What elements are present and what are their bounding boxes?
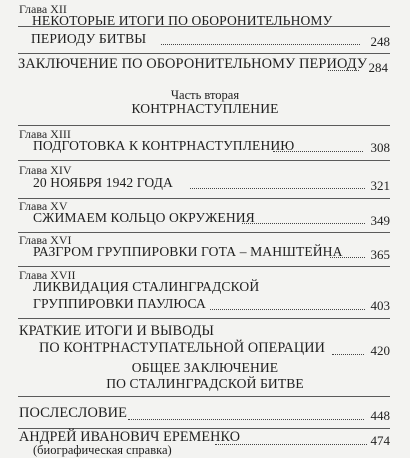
section-title: КРАТКИЕ ИТОГИ И ВЫВОДЫ (19, 323, 214, 339)
chapter-title: НЕКОТОРЫЕ ИТОГИ ПО ОБОРОНИТЕЛЬНОМУ (32, 13, 333, 28)
chapter-title: СЖИМАЕМ КОЛЬЦО ОКРУЖЕНИЯ (33, 210, 255, 225)
divider (18, 266, 390, 267)
dot-leader (332, 354, 364, 355)
chapter-title: ЛИКВИДАЦИЯ СТАЛИНГРАДСКОЙ (33, 279, 260, 294)
dot-leader (328, 70, 359, 71)
divider (18, 160, 390, 161)
divider (18, 232, 390, 233)
part-title: КОНТРНАСТУПЛЕНИЕ (131, 101, 279, 116)
chapter-title: ПЕРИОДУ БИТВЫ (31, 31, 147, 46)
chapter-title: ПОДГОТОВКА К КОНТРНАСТУПЛЕНИЮ (33, 138, 295, 153)
section-title: ПОСЛЕСЛОВИЕ (19, 405, 128, 421)
section-heading: ОБЩЕЕ ЗАКЛЮЧЕНИЕ (131, 360, 279, 375)
page-number: 365 (370, 247, 390, 262)
section-title: ЗАКЛЮЧЕНИЕ ПО ОБОРОНИТЕЛЬНОМУ ПЕРИОДУ (18, 56, 368, 72)
section-subtitle: (биографическая справка) (33, 443, 172, 457)
page-number: 349 (370, 213, 390, 228)
divider (18, 318, 390, 319)
dot-leader (330, 257, 365, 258)
divider (18, 125, 390, 126)
dot-leader (242, 223, 365, 224)
divider (18, 198, 390, 199)
page-number: 284 (368, 60, 388, 75)
page-number: 474 (370, 433, 390, 448)
chapter-label: Глава XII (19, 2, 67, 16)
dot-leader (161, 44, 360, 45)
page-number: 248 (370, 34, 390, 49)
chapter-title: ГРУППИРОВКИ ПАУЛЮСА (33, 296, 206, 311)
dot-leader (128, 419, 364, 420)
section-heading: ПО СТАЛИНГРАДСКОЙ БИТВЕ (106, 376, 304, 391)
page-number: 403 (370, 298, 390, 313)
section-title: АНДРЕЙ ИВАНОВИЧ ЕРЕМЕНКО (19, 429, 241, 445)
part-label: Часть вторая (170, 88, 240, 102)
page-number: 420 (370, 343, 390, 358)
dot-leader (210, 309, 365, 310)
page-number: 308 (370, 140, 390, 155)
page-number: 448 (370, 408, 390, 423)
page-number: 321 (370, 178, 390, 193)
dot-leader (273, 151, 363, 152)
section-title: ПО КОНТРНАСТУПАТЕЛЬНОЙ ОПЕРАЦИИ (39, 340, 325, 356)
chapter-label: Глава XV (19, 199, 68, 213)
chapter-label: Глава XVII (19, 268, 76, 282)
chapter-title: РАЗГРОМ ГРУППИРОВКИ ГОТА – МАНШТЕЙНА (33, 244, 343, 259)
divider (18, 396, 390, 397)
chapter-label: Глава XVI (19, 233, 72, 247)
chapter-title: 20 НОЯБРЯ 1942 ГОДА (33, 175, 173, 190)
dot-leader (190, 188, 365, 189)
chapter-label: Глава XIV (19, 163, 72, 177)
divider (18, 53, 390, 54)
chapter-label: Глава XIII (19, 127, 71, 141)
